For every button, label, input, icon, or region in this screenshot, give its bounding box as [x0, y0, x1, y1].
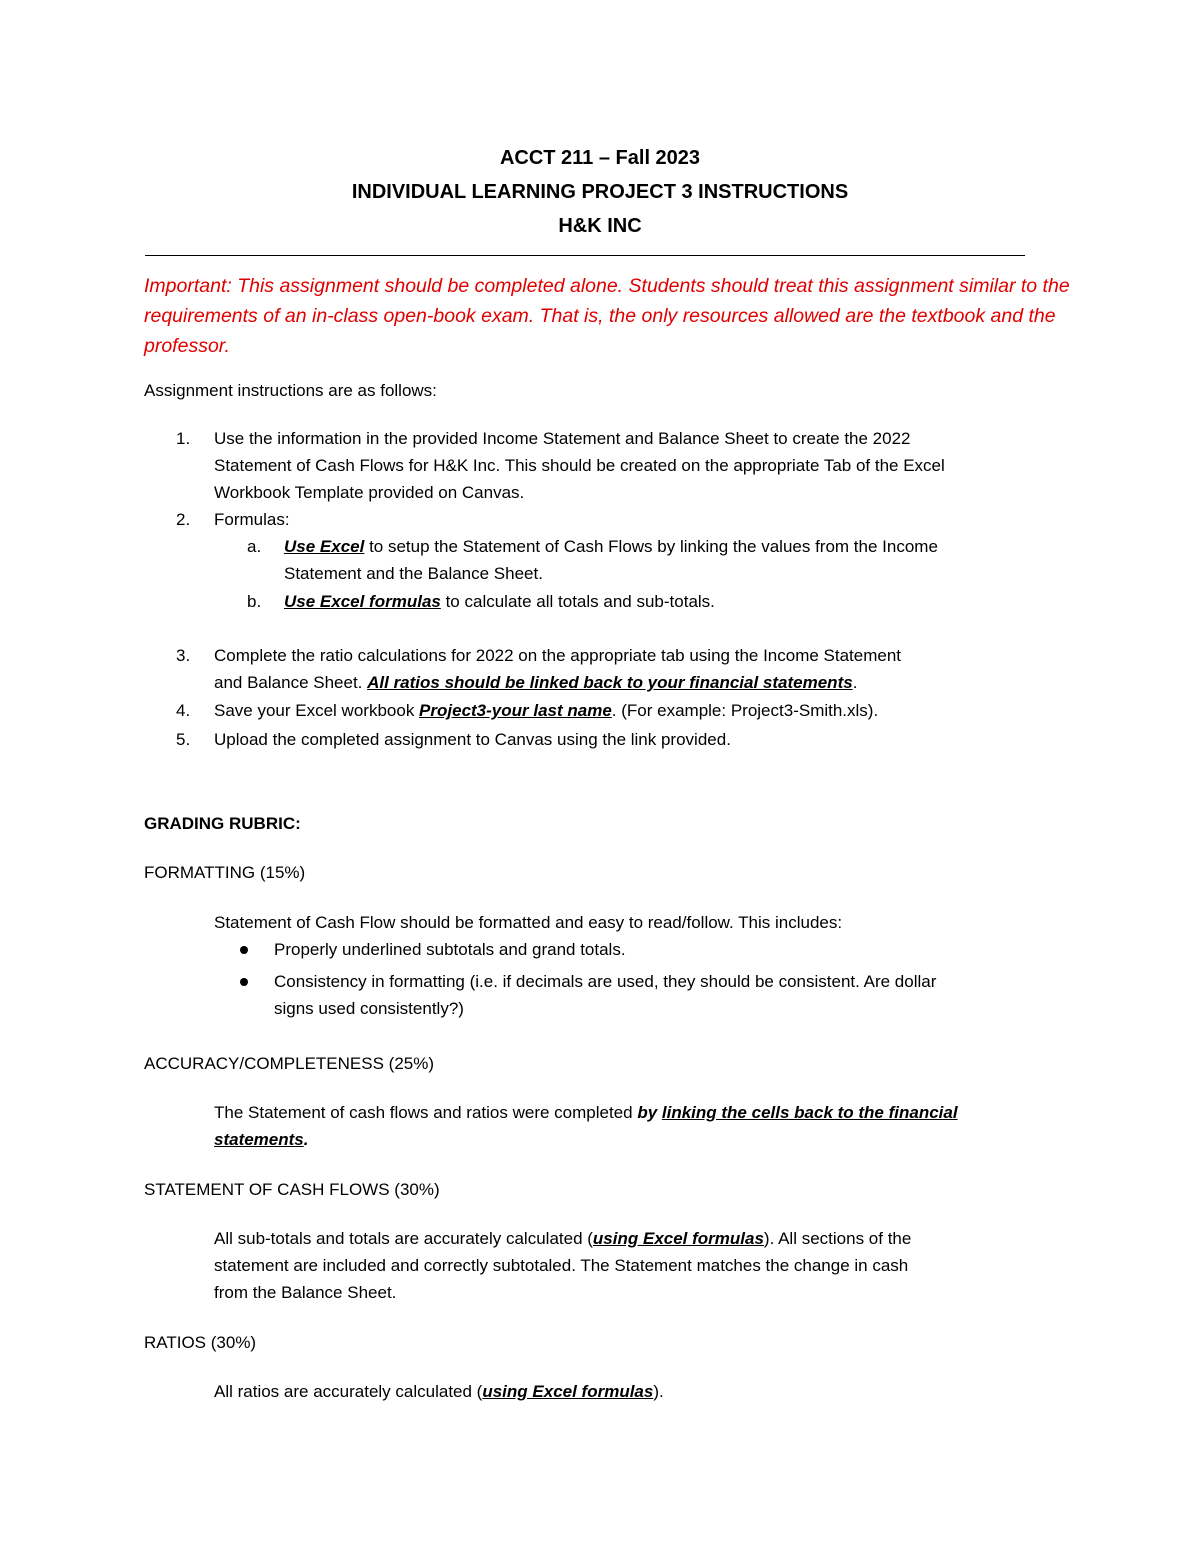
item-3-text: and Balance Sheet. — [214, 673, 368, 692]
item-2a-line-2: Statement and the Balance Sheet. — [284, 564, 543, 583]
accuracy-by: by — [637, 1103, 662, 1122]
instructions-intro: Assignment instructions are as follows: — [144, 381, 437, 400]
formatting-title: FORMATTING (15%) — [144, 863, 306, 882]
item-4-line — [214, 702, 878, 719]
item-2b-emphasis: Use Excel formulas — [284, 592, 441, 611]
rubric-heading: GRADING RUBRIC: — [144, 814, 301, 833]
scf-line-2: statement are included and correctly subtotaled. The Statement matches the change in cash — [214, 1256, 909, 1275]
accuracy-emphasis-1: linking the cells back to the financial — [661, 1103, 958, 1122]
scf-line-3: from the Balance Sheet. — [214, 1283, 397, 1302]
header-divider — [145, 255, 1025, 256]
scf-text: All sub-totals and totals are accurately calculated ( — [214, 1229, 593, 1248]
accuracy-line-2 — [214, 1131, 309, 1148]
item-4-emphasis: Project3-your last name — [419, 701, 612, 720]
company-heading: H&K INC — [558, 215, 642, 237]
item-2a-emphasis: Use Excel — [284, 537, 365, 556]
item-5-line: Upload the completed assignment to Canvas using the link provided. — [214, 730, 731, 749]
item-2a-line-1 — [284, 538, 938, 555]
bullet-icon — [240, 978, 248, 986]
item-1-number: 1. — [176, 429, 191, 448]
accuracy-title: ACCURACY/COMPLETENESS (25%) — [144, 1054, 435, 1073]
item-2b-letter: b. — [247, 592, 262, 611]
item-1-line-3: Workbook Template provided on Canvas. — [214, 483, 525, 502]
item-5-number: 5. — [176, 730, 191, 749]
item-2b-line — [284, 593, 715, 610]
project-title: INDIVIDUAL LEARNING PROJECT 3 INSTRUCTIONS — [351, 181, 849, 203]
item-3-line-1: Complete the ratio calculations for 2022 on the appropriate tab using the Income Statement — [214, 646, 902, 665]
formatting-bullet-1: Properly underlined subtotals and grand totals. — [274, 940, 626, 959]
item-3-period: . — [852, 673, 858, 692]
formatting-intro: Statement of Cash Flow should be formatted and easy to read/follow. This includes: — [214, 913, 843, 932]
item-2a-text: to setup the Statement of Cash Flows by linking the values from the Income — [364, 537, 938, 556]
item-1-line-1: Use the information in the provided Income Statement and Balance Sheet to create the 2022 — [214, 429, 911, 448]
course-heading: ACCT 211 – Fall 2023 — [499, 147, 701, 169]
accuracy-text: The Statement of cash flows and ratios were completed — [214, 1103, 638, 1122]
accuracy-line-1 — [214, 1104, 958, 1121]
item-4-number: 4. — [176, 701, 191, 720]
ratios-emphasis: using Excel formulas — [482, 1382, 654, 1401]
formatting-bullet-2-line-2: signs used consistently?) — [274, 999, 464, 1018]
bullet-icon — [240, 946, 248, 954]
ratios-text: All ratios are accurately calculated ( — [214, 1382, 483, 1401]
item-2-number: 2. — [176, 510, 191, 529]
item-2b-text: to calculate all totals and sub-totals. — [440, 592, 715, 611]
item-2-label: Formulas: — [214, 510, 290, 529]
ratios-text-end: ). — [653, 1382, 664, 1401]
ratios-line — [214, 1383, 664, 1400]
formatting-bullet-2-line-1: Consistency in formatting (i.e. if decimals are used, they should be consistent. Are dollar — [274, 972, 937, 991]
item-2a-letter: a. — [247, 537, 262, 556]
accuracy-emphasis-2: statements — [214, 1130, 304, 1149]
item-3-line-2 — [214, 674, 857, 691]
ratios-title: RATIOS (30%) — [144, 1333, 257, 1352]
scf-emphasis: using Excel formulas — [592, 1229, 764, 1248]
important-note: Important: This assignment should be completed alone. Students should treat this assignment similar to the requirements of an in-class open-book exam. That is, the only resources allowed are the textbook and the professor. — [144, 275, 1070, 357]
item-4-example: . (For example: Project3-Smith.xls). — [611, 701, 879, 720]
item-3-emphasis: All ratios should be linked back to your financial statements — [367, 673, 853, 692]
item-3-number: 3. — [176, 646, 191, 665]
scf-text-end: ). All sections of the — [763, 1229, 912, 1248]
item-1-line-2: Statement of Cash Flows for H&K Inc. This should be created on the appropriate Tab of the Excel — [214, 456, 945, 475]
item-4-text: Save your Excel workbook — [214, 701, 420, 720]
accuracy-period: . — [303, 1130, 309, 1149]
scf-title: STATEMENT OF CASH FLOWS (30%) — [144, 1180, 440, 1199]
scf-line-1 — [214, 1230, 911, 1247]
